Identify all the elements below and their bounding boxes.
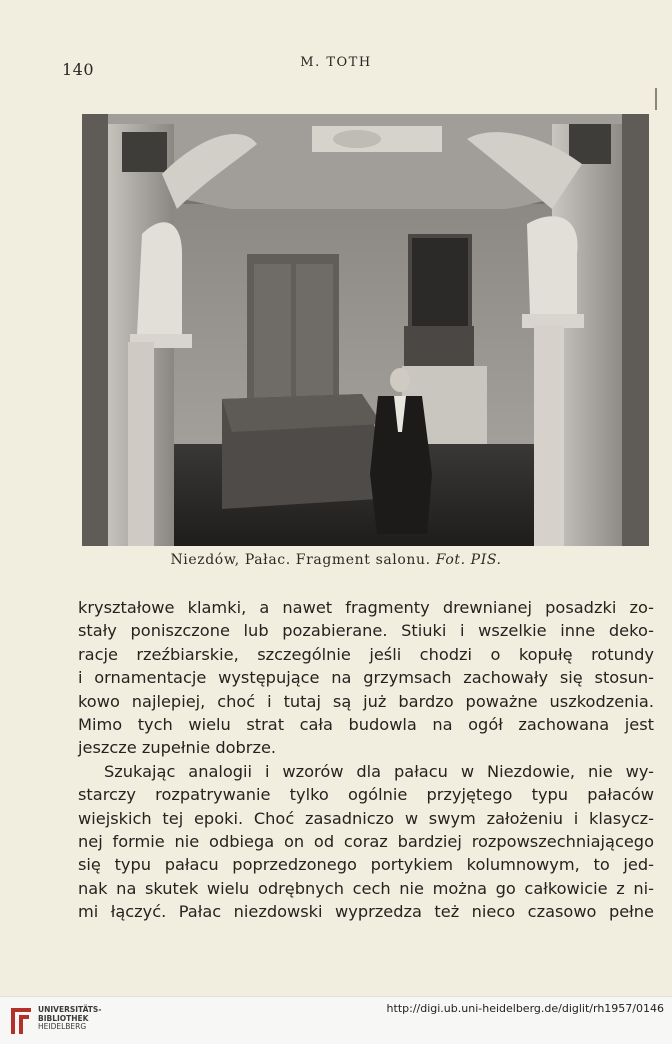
- text-line: racje rzeźbiarskie, szczególnie jeśli chodzi o kopułę rotundy: [78, 644, 654, 664]
- body-text: [78, 596, 654, 923]
- text-line: kowo najlepiej, choć i tutaj są już bardzo poważne uszkodzenia.: [78, 691, 654, 711]
- salon-photograph: [82, 114, 649, 546]
- text-line: nej formie nie odbiega on od coraz bardziej rozpowszechniającego: [78, 831, 654, 851]
- text-line: jeszcze zupełnie dobrze.: [78, 738, 277, 758]
- text-line: kryształowe klamki, a nawet fragmenty drewnianej posadzki zo-: [78, 598, 654, 617]
- logo-line: HEIDELBERG: [38, 1022, 87, 1031]
- text-line: wiejskich tej epoki. Choć zasadniczo w swym założeniu i klasycz-: [78, 808, 654, 828]
- text-line: stały poniszczone lub pozabierane. Stiuki i wszelkie inne deko-: [78, 621, 654, 641]
- text-line: Mimo tych wielu strat cała budowla na ogół zachowana jest: [78, 714, 654, 734]
- text-line: mi łączyć. Pałac niezdowski wyprzedza też nieco czasowo pełne: [78, 902, 654, 922]
- caption-credit: Fot. PIS.: [435, 552, 502, 568]
- text-line: Szukając analogii i wzorów dla pałacu w Niezdowie, nie wy-: [104, 761, 654, 781]
- page-number: 140: [62, 60, 95, 79]
- library-logo-icon: [8, 1004, 34, 1036]
- running-head: M. TOTH: [300, 55, 372, 70]
- text-line: nak na skutek wielu odrębnych cech nie można go całkowicie z ni-: [78, 878, 654, 898]
- text-line: starczy rozpatrywanie tylko ogólnie przyjętego typu pałaców: [78, 785, 654, 805]
- text-line: i ornamentacje występujące na grzymsach zachowały się stosun-: [78, 668, 654, 688]
- text-line: się typu pałacu poprzedzonego portykiem kolumnowym, to jed-: [78, 855, 654, 875]
- page-edge-mark: [655, 88, 657, 110]
- caption-text: Niezdów, Pałac. Fragment salonu.: [170, 552, 431, 568]
- source-url-link[interactable]: http://digi.ub.uni-heidelberg.de/diglit/rh1957/0146: [386, 1002, 664, 1015]
- paragraph: [78, 596, 654, 760]
- paragraph: [78, 760, 654, 924]
- figure-caption: [0, 552, 672, 568]
- library-logo-text: [38, 1006, 101, 1032]
- logo-line: UNIVERSITÄTS-: [38, 1005, 102, 1014]
- logo-line: BIBLIOTHEK: [38, 1013, 89, 1023]
